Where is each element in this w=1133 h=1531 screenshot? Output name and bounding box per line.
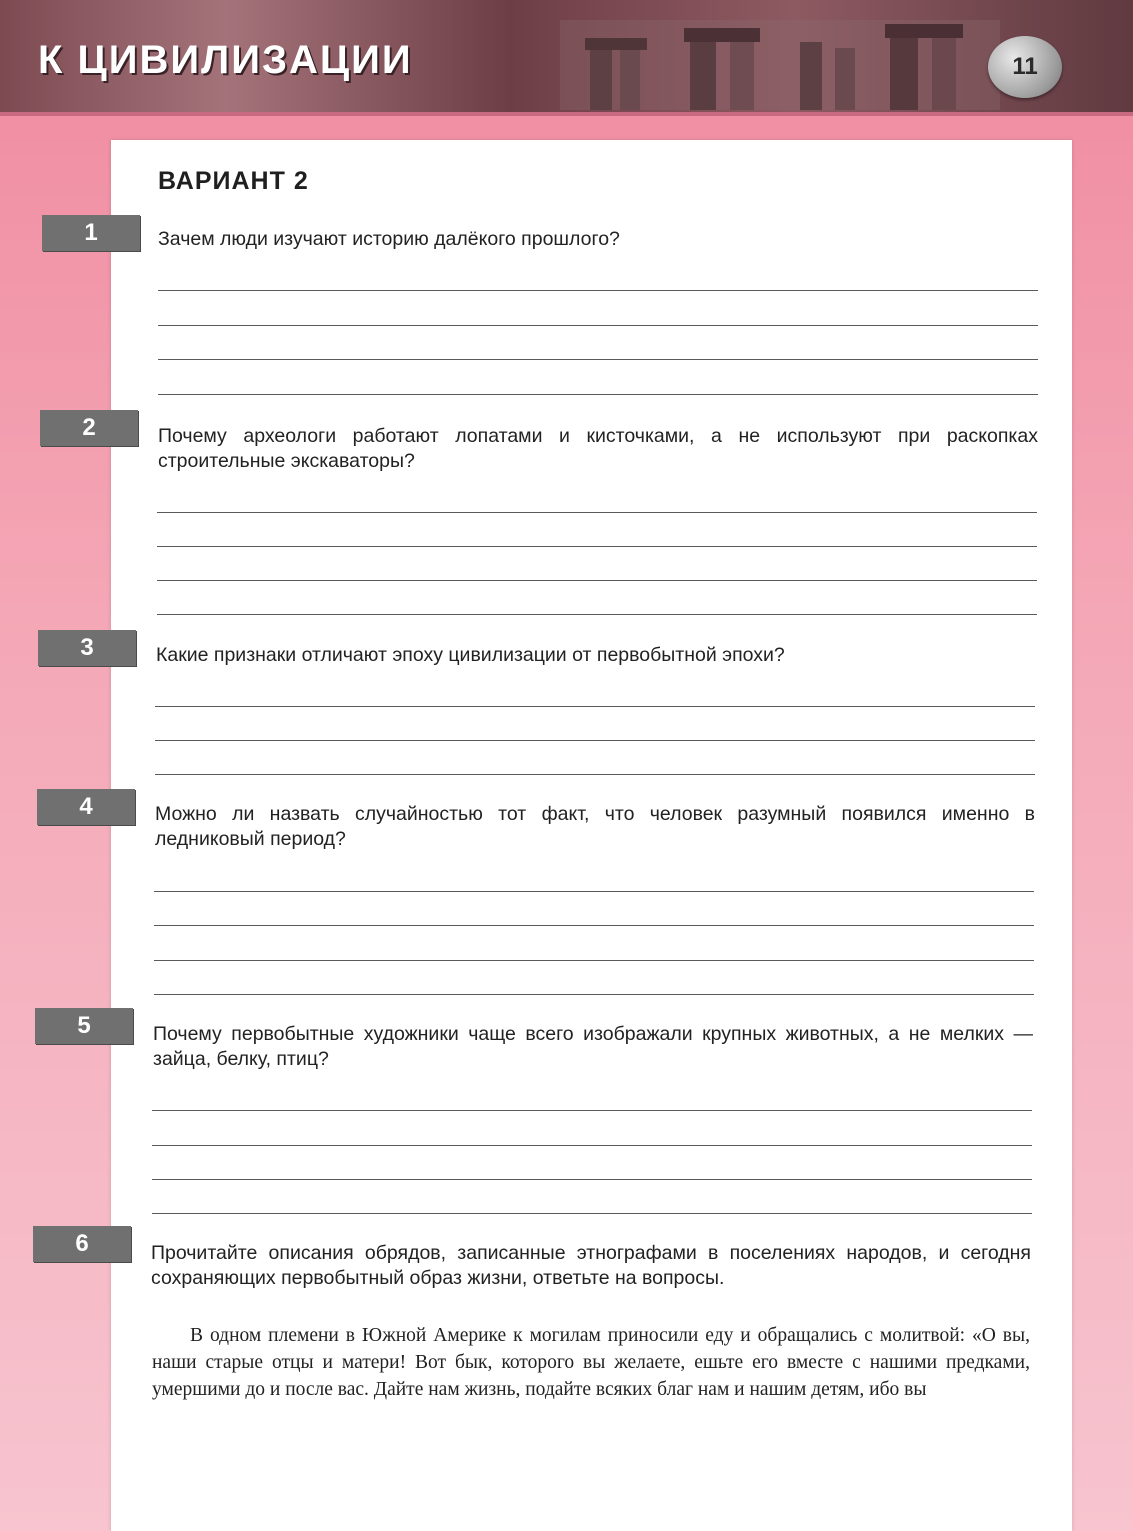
answer-line[interactable] <box>158 290 1038 291</box>
answer-line[interactable] <box>154 891 1034 892</box>
answer-line[interactable] <box>152 1179 1032 1180</box>
answer-line[interactable] <box>158 394 1038 395</box>
reading-passage: В одном племени в Южной Америке к могилам приносили еду и обращались с молитвой: «О вы, наши старые отцы и матери! Вот бык, которого вы желаете, ешьте его вместе с нашими предками, умершими до и после вас. Дайте нам жизнь, подайте всяких благ нам и нашим детям, ибо вы <box>152 1325 1030 1400</box>
answer-line[interactable] <box>158 359 1038 360</box>
answer-line[interactable] <box>157 580 1037 581</box>
answer-line[interactable] <box>152 1110 1032 1111</box>
question-number-1: 1 <box>42 215 140 251</box>
chapter-banner <box>0 0 1133 116</box>
answer-line[interactable] <box>154 925 1034 926</box>
answer-line[interactable] <box>155 774 1035 775</box>
answer-line[interactable] <box>154 994 1034 995</box>
question-text-5: Почему первобытные художники чаще всего изображали крупных животных, а не мелких — зайца, белку, птиц? <box>153 1023 1033 1070</box>
question-text-2: Почему археологи работают лопатами и кисточками, а не используют при раскопках строительные экскаваторы? <box>158 425 1038 472</box>
question-text-1: Зачем люди изучают историю далёкого прошлого? <box>158 228 620 250</box>
answer-line[interactable] <box>152 1145 1032 1146</box>
answer-line[interactable] <box>157 614 1037 615</box>
question-number-6: 6 <box>33 1226 131 1262</box>
question-number-5: 5 <box>35 1008 133 1044</box>
page-number: 11 <box>988 36 1062 98</box>
answer-line[interactable] <box>155 740 1035 741</box>
answer-line[interactable] <box>152 1213 1032 1214</box>
variant-heading: ВАРИАНТ 2 <box>158 167 309 195</box>
question-text-3: Какие признаки отличают эпоху цивилизации от первобытной эпохи? <box>156 644 785 666</box>
stonehenge-illustration <box>560 20 1000 110</box>
question-text-6: Прочитайте описания обрядов, записанные этнографами в поселениях народов, и сегодня сохраняющих первобытный образ жизни, ответьте на вопросы. <box>151 1242 1031 1289</box>
question-text-4: Можно ли назвать случайностью тот факт, что человек разумный появился именно в ледниковый период? <box>155 803 1035 850</box>
chapter-title: К ЦИВИЛИЗАЦИИ <box>38 38 413 82</box>
question-number-3: 3 <box>38 630 136 666</box>
answer-line[interactable] <box>155 706 1035 707</box>
question-number-2: 2 <box>40 410 138 446</box>
answer-line[interactable] <box>158 325 1038 326</box>
answer-line[interactable] <box>154 960 1034 961</box>
answer-line[interactable] <box>157 546 1037 547</box>
answer-line[interactable] <box>157 512 1037 513</box>
question-number-4: 4 <box>37 789 135 825</box>
